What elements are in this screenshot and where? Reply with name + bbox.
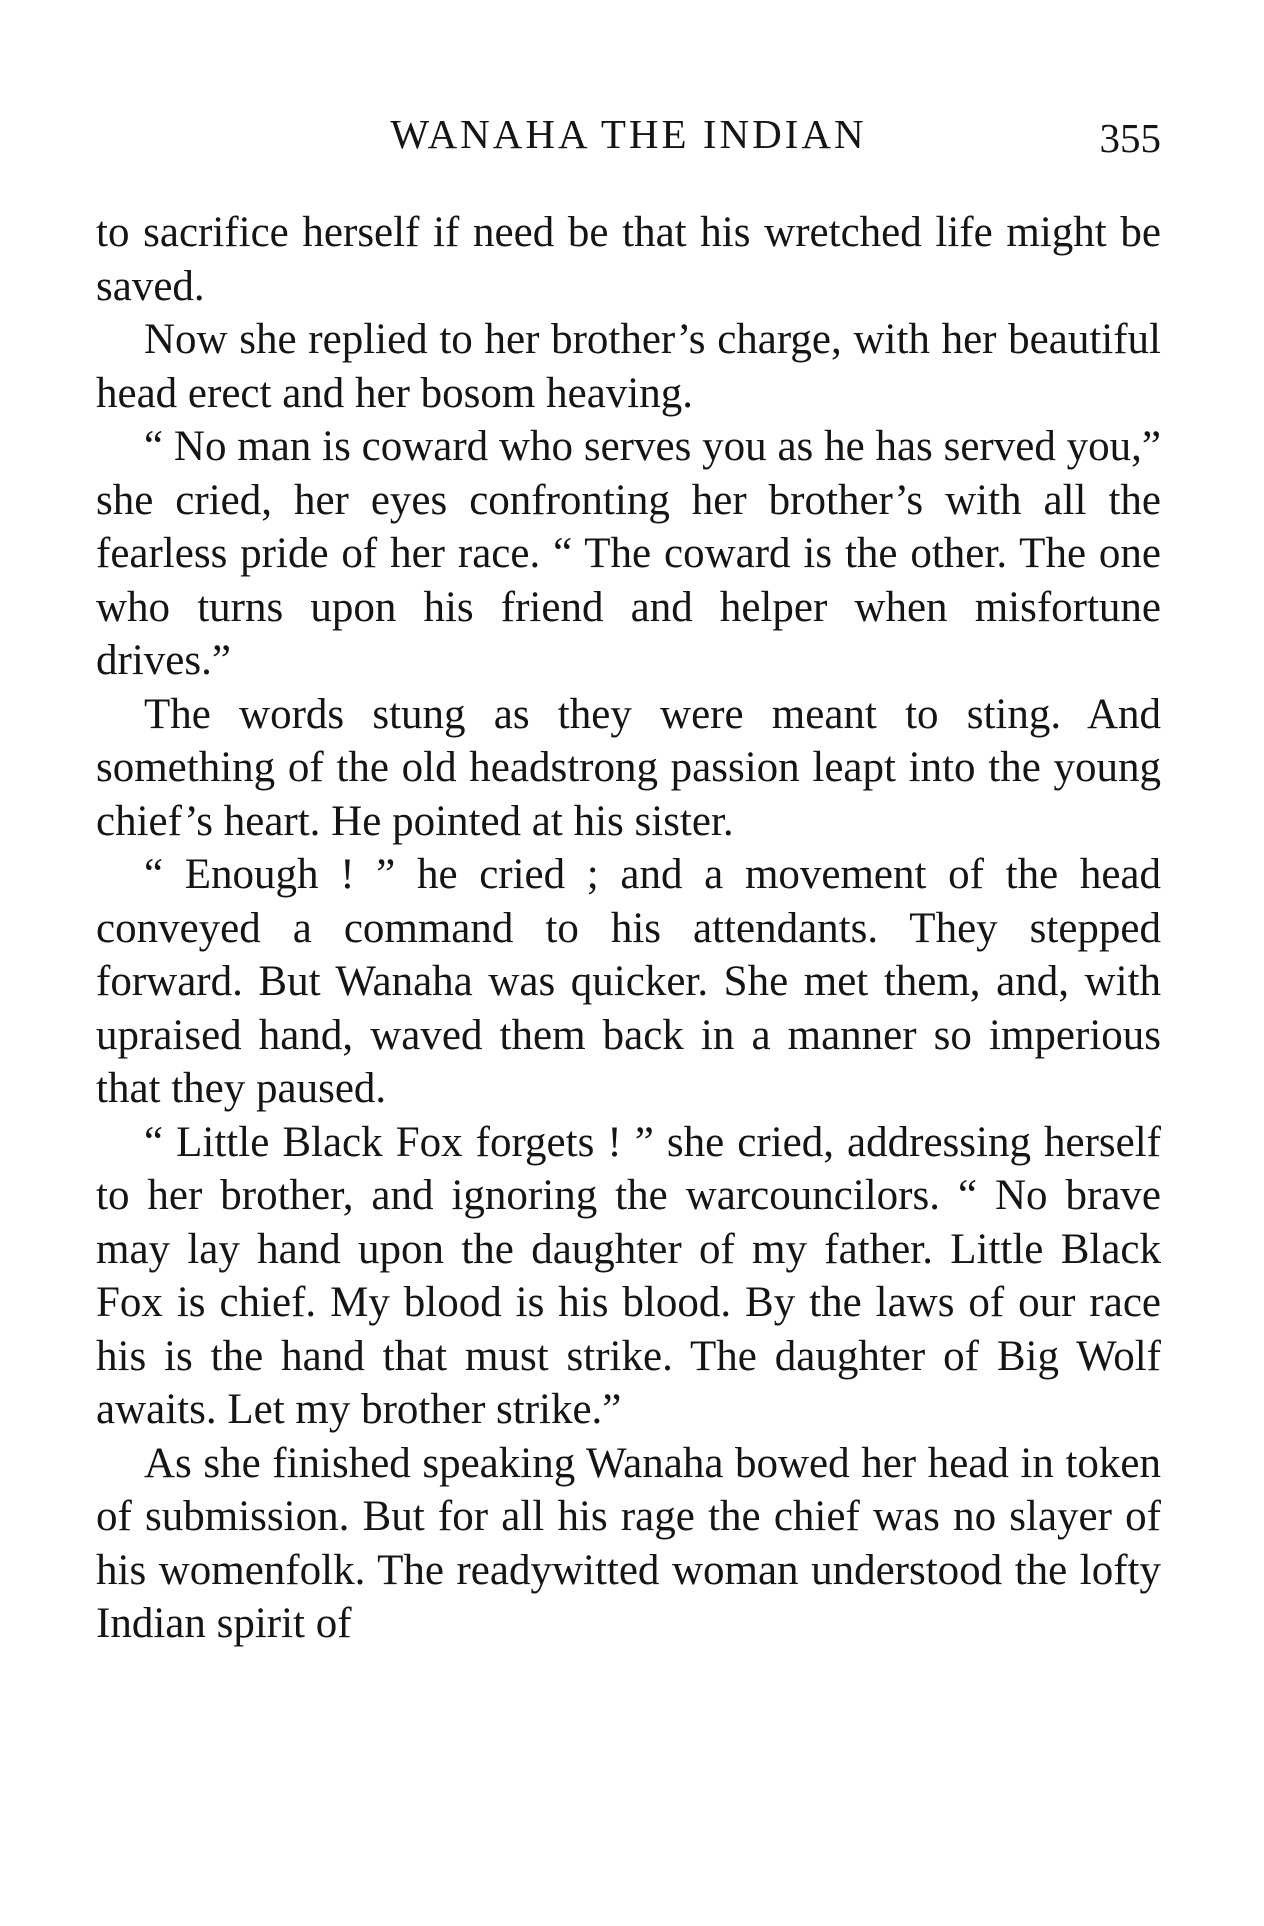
paragraph: As she finished speaking Wanaha bowed her head in token of submission. But for all his rage the chief was no slayer of his womenfolk. The readywitted woman understood the lofty Indian spirit of — [96, 1439, 1161, 1647]
paragraph: Now she replied to her brother’s charge, with her beautiful head erect and her bosom heaving. — [96, 316, 1161, 417]
paragraph: “ No man is coward who serves you as he has served you,” she cried, her eyes confronting her brother’s with all the fearless pride of her race. “ The coward is the other. The one who turns upon his friend and helper when misfortune drives.” — [96, 423, 1161, 684]
paragraph: to sacrifice herself if need be that his wretched life might be saved. — [96, 209, 1161, 310]
running-head — [96, 104, 1161, 164]
running-title: WANAHA THE INDIAN — [390, 111, 867, 157]
paragraph: The words stung as they were meant to sting. And something of the old headstrong passion leapt into the young chief’s heart. He pointed at his sister. — [96, 690, 1161, 845]
paragraph: “ Little Black Fox forgets ! ” she cried, addressing herself to her brother, and ignoring the warcouncilors. “ No brave may lay hand upon the daughter of my father. Little Black Fox is chief. My blood is his blood. By the laws of our race his is the hand that must strike. The daughter of Big Wolf awaits. Let my brother strike.” — [96, 1118, 1161, 1433]
page-number: 355 — [1099, 115, 1161, 161]
body-text — [96, 206, 1161, 1651]
paragraph: “ Enough ! ” he cried ; and a movement of the head conveyed a command to his attendants. They stepped forward. But Wanaha was quicker. She met them, and, with upraised hand, waved them back in a manner so imperious that they paused. — [96, 851, 1161, 1112]
